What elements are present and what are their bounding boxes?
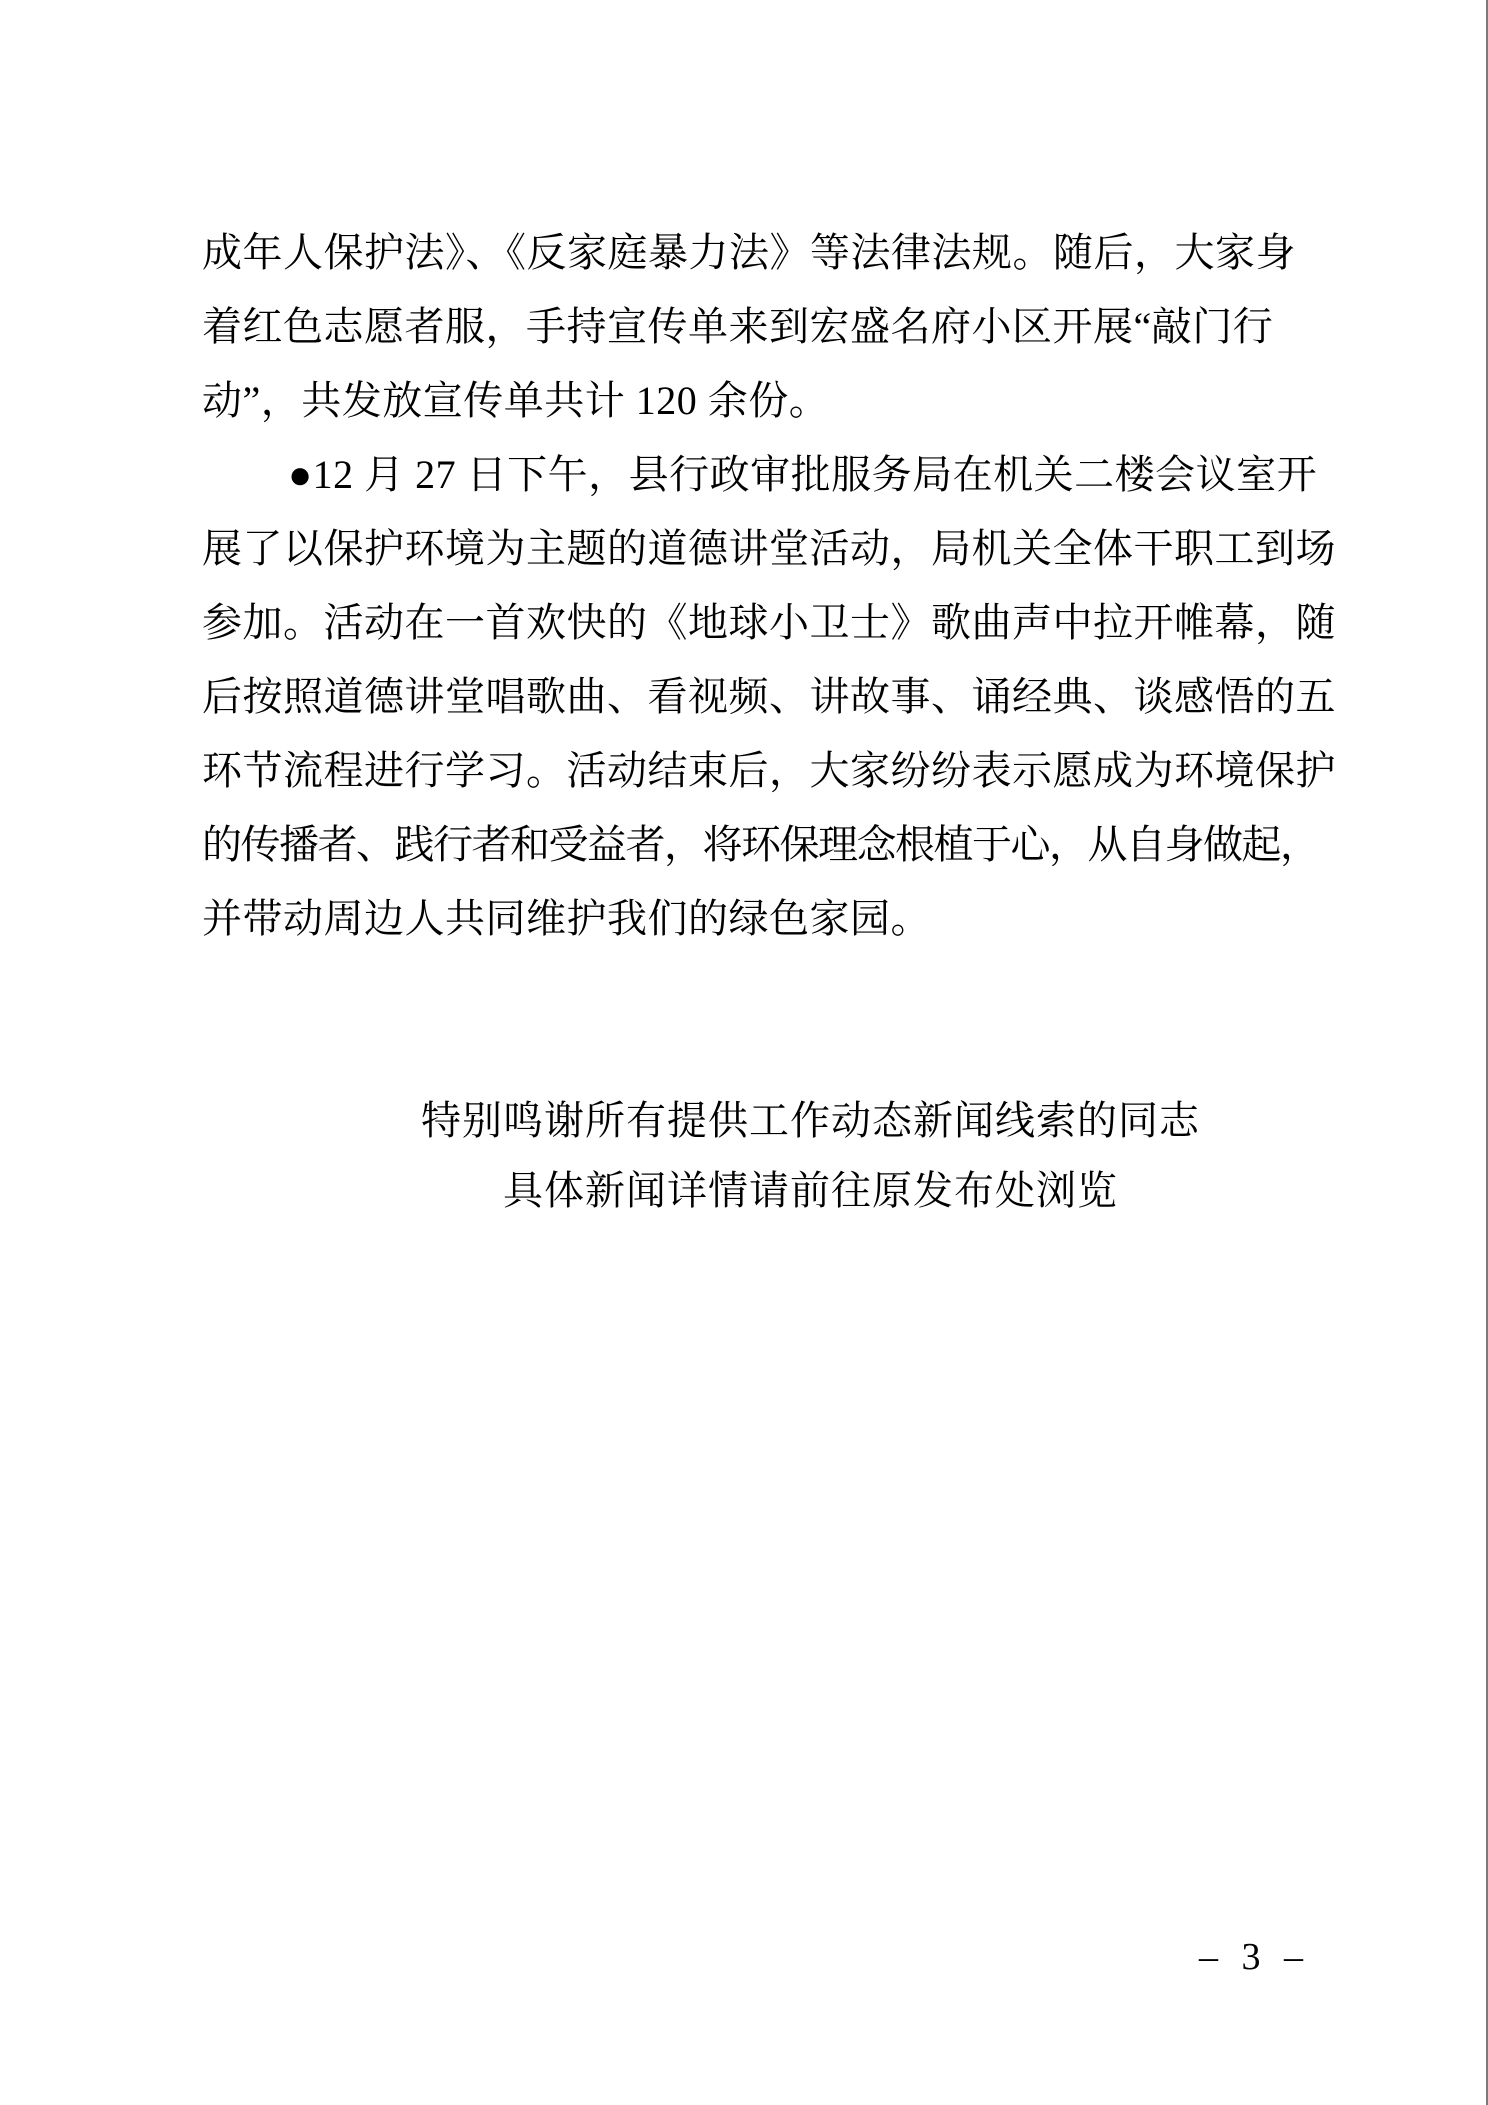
paragraph-1-line: 动”，共发放宣传单共计 120 余份。 bbox=[202, 378, 830, 423]
acknowledgement-line-1: 特别鸣谢所有提供工作动态新闻线索的同志 bbox=[421, 1098, 1200, 1143]
body-text-block bbox=[202, 216, 1336, 956]
paragraph-2-line: 后按照道德讲堂唱歌曲、看视频、讲故事、诵经典、谈感悟的五 bbox=[202, 674, 1336, 719]
page-number: – 3 – bbox=[1199, 1936, 1305, 1978]
paragraph-2-line: 展了以保护环境为主题的道德讲堂活动，局机关全体干职工到场 bbox=[202, 526, 1336, 571]
paragraph-2-line: 参加。活动在一首欢快的《地球小卫士》歌曲声中拉开帷幕，随 bbox=[202, 600, 1336, 645]
paragraph-1-line: 成年人保护法》、《反家庭暴力法》等法律法规。随后，大家身 bbox=[202, 230, 1296, 275]
paragraph-2-bullet-line: ●12 月 27 日下午，县行政审批服务局在机关二楼会议室开 bbox=[288, 452, 1318, 497]
paragraph-2-line: 并带动周边人共同维护我们的绿色家园。 bbox=[202, 896, 931, 941]
acknowledgement-block bbox=[260, 1086, 1361, 1226]
acknowledgement-line-2: 具体新闻详情请前往原发布处浏览 bbox=[503, 1168, 1118, 1213]
paragraph-2-line: 环节流程进行学习。活动结束后，大家纷纷表示愿成为环境保护 bbox=[202, 748, 1336, 793]
paragraph-2-line: 的传播者、践行者和受益者，将环保理念根植于心，从自身做起， bbox=[202, 822, 1319, 867]
paragraph-1-line: 着红色志愿者服，手持宣传单来到宏盛名府小区开展“敲门行 bbox=[202, 304, 1274, 349]
